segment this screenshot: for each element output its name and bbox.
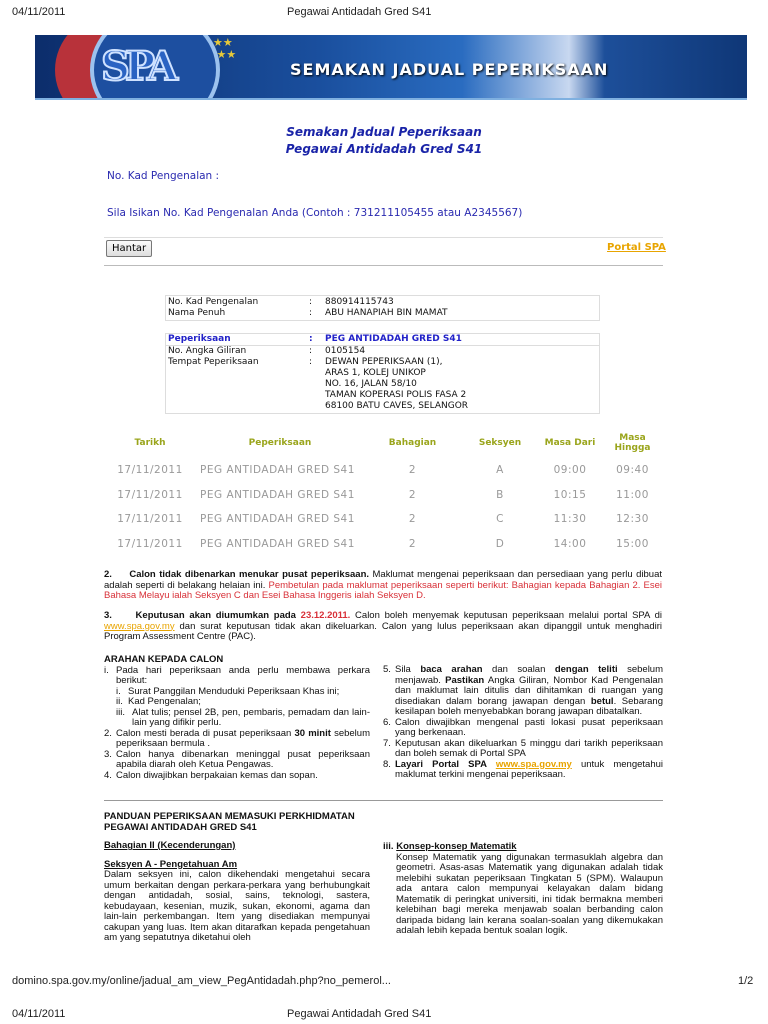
sub-number: i. [116, 685, 121, 697]
bahagian-heading: Bahagian II (Kecenderungan) [104, 840, 236, 851]
ic-value: 880914115743 [325, 297, 394, 307]
venue-line: DEWAN PEPERIKSAAN (1), [325, 357, 443, 367]
sub-text: Alat tulis; pensel 2B, pen, pembaris, pemadam dan lain-lain yang difikir perlu. [132, 706, 370, 728]
note-bold: Calon tidak dibenarkan menukar pusat peperiksaan. [129, 569, 370, 580]
note-3 [104, 611, 662, 643]
colon: : [309, 308, 313, 318]
cell-date: 17/11/2011 [117, 537, 183, 550]
cell-seksyen: C [496, 513, 504, 526]
header-banner [35, 35, 747, 100]
schedule-table [100, 428, 660, 556]
venue-label: Tempat Peperiksaan [168, 357, 259, 367]
cell-masa-dari: 09:00 [553, 464, 587, 477]
schedule-row [100, 507, 660, 532]
item-number: 3. [104, 748, 112, 760]
print-title: Pegawai Antidadah Gred S41 [287, 1008, 432, 1020]
col-tarikh: Tarikh [134, 438, 166, 448]
venue-line: 68100 BATU CAVES, SELANGOR [325, 401, 469, 411]
item-number: i. [104, 664, 109, 676]
cell-seksyen: B [496, 488, 504, 501]
form-title-1: Semakan Jadual Peperiksaan [286, 125, 482, 139]
roll-value: 0105154 [325, 346, 366, 356]
submit-button[interactable]: Hantar [106, 240, 152, 257]
ic-instruction: Sila Isikan No. Kad Pengenalan Anda (Contoh : 731211105455 atau A2345567) [107, 207, 523, 219]
schedule-row [100, 532, 660, 557]
colon: : [309, 357, 313, 367]
panduan-title: PEGAWAI ANTIDADAH GRED S41 [104, 821, 257, 833]
cell-exam: PEG ANTIDADAH GRED S41 [200, 513, 355, 526]
print-date: 04/11/2011 [12, 6, 66, 18]
spa-logo: SPA [101, 43, 174, 90]
col-masa-dari: Masa Dari [544, 438, 596, 448]
item-number: 4. [104, 769, 112, 781]
note-text: dan surat keputusan tidak akan dikeluarkan. Calon yang lulus peperiksaan akan dipanggil untuk menghadiri Program Assessment Centre (PAC). [104, 620, 662, 642]
exam-label: Peperiksaan [168, 334, 231, 344]
cell-bahagian: 2 [408, 464, 417, 477]
portal-spa-link[interactable]: Portal SPA [607, 242, 666, 253]
ic-label: No. Kad Pengenalan : [107, 170, 220, 182]
roll-label: No. Angka Giliran [168, 346, 247, 356]
page-number: 1/2 [738, 975, 754, 987]
arahan-right [383, 665, 663, 781]
seksyen-a-text: Dalam seksyen ini, calon dikehendaki mengetahui secara umum berkaitan dengan perkara-perkara yang berhubungkait dengan antidadah, sosial, sains, teknologi, sastera, kebudayaan, kesenian, muzik, sukan, ekonomi, agama dan lain-lain perkembangan. Item yang disediakan mempunyai cakupan yang luas. Item akan ditarafkan kepada pengetahuan am yang sepatutnya diketahui oleh [104, 869, 370, 943]
cell-bahagian: 2 [408, 537, 417, 550]
venue-address [325, 357, 468, 412]
cell-seksyen: A [496, 464, 504, 477]
cell-date: 17/11/2011 [117, 464, 183, 477]
cell-masa-dari: 14:00 [553, 537, 587, 550]
cell-exam: PEG ANTIDADAH GRED S41 [200, 537, 355, 550]
spa-link[interactable]: www.spa.gov.my [495, 758, 572, 770]
panduan-title: PANDUAN PEPERIKSAAN MEMASUKI PERKHIDMATAN [104, 811, 355, 822]
col-masa-hingga: Masa Hingga [614, 433, 651, 453]
schedule-row [100, 483, 660, 508]
item-text: Layari Portal SPA www.spa.gov.my untuk mengetahui maklumat terkini mengenai peperiksaan. [395, 758, 664, 780]
item-text: Calon hanya dibenarkan meninggal pusat peperiksaan apabila diarah oleh Ketua Pengawas. [116, 748, 370, 770]
venue-line: ARAS 1, KOLEJ UNIKOP [325, 368, 426, 378]
iii-heading: iii. Konsep-konsep Matematik [383, 841, 517, 852]
print-title: Pegawai Antidadah Gred S41 [287, 6, 432, 18]
cell-seksyen: D [495, 537, 505, 550]
cell-masa-hingga: 12:30 [616, 513, 649, 526]
panduan-left [104, 812, 370, 944]
item-number: 8. [383, 758, 391, 770]
sub-text: Surat Panggilan Menduduki Peperiksaan Khas ini; [128, 685, 340, 697]
sub-text: Kad Pengenalan; [128, 696, 201, 707]
cell-bahagian: 2 [408, 513, 417, 526]
banner-title: SEMAKAN JADUAL PEPERIKSAAN [290, 60, 609, 79]
colon: : [309, 346, 313, 356]
candidate-box [165, 295, 600, 321]
item-number: 6. [383, 716, 391, 728]
col-seksyen: Seksyen [478, 438, 522, 448]
item-text: Calon diwajibkan berpakaian kemas dan sopan. [116, 769, 318, 781]
cell-date: 17/11/2011 [117, 488, 183, 501]
item-text: Sila baca arahan dan soalan dengan teliti sebelum menjawab. Pastikan Angka Giliran, Nombor Kad Pengenalan dan maklumat lain ditulis dan dihitamkan di ruangan yang disediakan dalam borang jawapan dengan betul. Sebarang kesilapan boleh menyebabkan borang jawapan dibatalkan. [395, 664, 663, 717]
item-text: Calon mesti berada di pusat peperiksaan 30 minit sebelum peperiksaan bermula . [116, 727, 370, 749]
name-value: ABU HANAPIAH BIN MAMAT [325, 308, 448, 318]
item-text: Calon diwajibkan mengenal pasti lokasi pusat peperiksaan yang berkenaan. [395, 716, 663, 738]
cell-exam: PEG ANTIDADAH GRED S41 [200, 464, 355, 477]
item-text: Keputusan akan dikeluarkan 5 minggu dari tarikh peperiksaan dan boleh semak di Portal SPA [395, 737, 663, 759]
note-number: 2. [104, 569, 112, 580]
note-text: Maklumat mengenai peperiksaan dan persediaan yang perlu dibuat adalah seperti di belakang helaian ini. [104, 569, 662, 591]
colon: : [309, 334, 313, 344]
sub-number: ii. [116, 696, 123, 707]
exam-box [165, 333, 600, 414]
item-number: 5. [383, 664, 391, 675]
venue-line: NO. 16, JALAN 58/10 [325, 379, 417, 389]
note-text: Calon boleh menyemak keputusan peperiksaan melalui portal SPA di [350, 610, 662, 621]
print-url: domino.spa.gov.my/online/jadual_am_view_PegAntidadah.php?no_pemerol... [12, 975, 391, 987]
item-text: Pada hari peperiksaan anda perlu membawa perkara berikut: [116, 664, 370, 686]
note-2 [104, 570, 662, 602]
print-date: 04/11/2011 [12, 1008, 66, 1020]
spa-link[interactable]: www.spa.gov.my [104, 620, 175, 632]
cell-masa-hingga: 15:00 [616, 537, 649, 550]
cell-masa-hingga: 09:40 [616, 464, 649, 477]
arahan-left [104, 655, 370, 781]
stars-icon: ★★ ★★ [213, 36, 237, 61]
name-label: Nama Penuh [168, 308, 226, 318]
form-title-2: Pegawai Antidadah Gred S41 [285, 142, 483, 156]
panduan-right [383, 842, 663, 937]
colon: : [309, 297, 313, 307]
col-bahagian: Bahagian [388, 438, 437, 448]
form-bar [104, 237, 663, 266]
cell-date: 17/11/2011 [117, 513, 183, 526]
note-number: 3. [104, 610, 112, 621]
cell-masa-hingga: 11:00 [616, 488, 649, 501]
correction-text: Pembetulan pada maklumat peperiksaan seperti berikut: Bahagian kepada Bahagian 2. Esei Bahasa Melayu ialah Seksyen C dan Esei Bahasa Inggeris ialah Seksyen D. [104, 579, 662, 601]
result-date: 23.12.2011. [300, 610, 351, 621]
divider [104, 800, 663, 801]
exam-value: PEG ANTIDADAH GRED S41 [325, 334, 462, 344]
arahan-title: ARAHAN KEPADA CALON [104, 654, 224, 665]
cell-bahagian: 2 [408, 488, 417, 501]
cell-masa-dari: 11:30 [553, 513, 587, 526]
note-bold: Keputusan akan diumumkan pada [135, 610, 301, 621]
iii-text: Konsep Matematik yang digunakan termasuklah algebra dan geometri. Asas-asas Matematik yang digunakan adalah tidak melebihi sukatan peperiksaan Tingkatan 5 (SPM). Walaupun ada antara calon mempunyai kelayakan dalam bidang Matematik di peringkat universiti, ini tidak bermakna memberi kelebihan bagi mereka menjawab soalan berbanding calon daripada bidang lain kerana soalan-soalan yang dikemukakan adalah lebih kepada bentuk soalan logik. [396, 851, 663, 936]
ic-field-label: No. Kad Pengenalan [168, 297, 259, 307]
item-number: 2. [104, 727, 112, 739]
sub-number: iii. [116, 706, 125, 718]
col-peperiksaan: Peperiksaan [248, 438, 312, 448]
item-number: 7. [383, 737, 391, 749]
seksyen-a-heading: Seksyen A - Pengetahuan Am [104, 858, 238, 870]
schedule-row [100, 458, 660, 483]
cell-exam: PEG ANTIDADAH GRED S41 [200, 488, 355, 501]
venue-line: TAMAN KOPERASI POLIS FASA 2 [325, 390, 467, 400]
cell-masa-dari: 10:15 [553, 488, 587, 501]
